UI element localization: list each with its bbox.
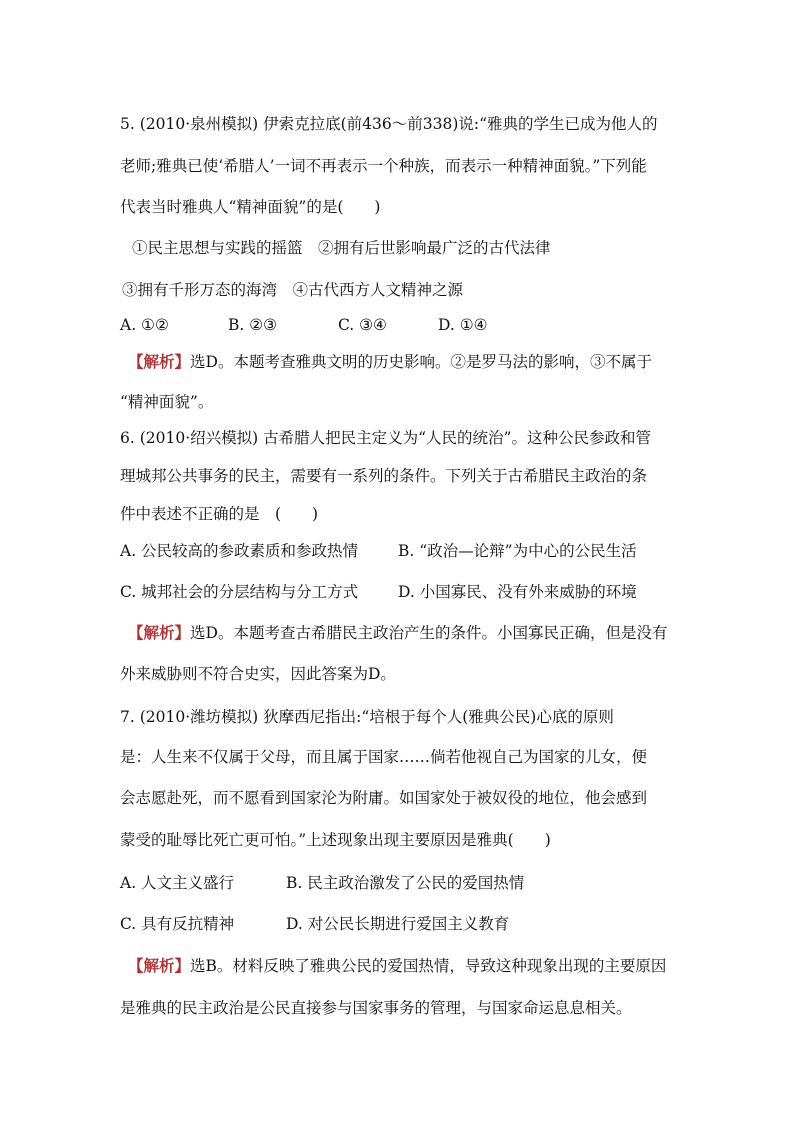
analysis-label: 【解析】 bbox=[128, 352, 191, 371]
q7-analysis-line-2: 是雅典的民主政治是公民直接参与国家事务的管理，与国家命运息息相关。 bbox=[120, 999, 632, 1017]
q7-option-d: D. 对公民长期进行爱国主义教育 bbox=[286, 915, 510, 933]
q6-options-row-2 bbox=[120, 580, 637, 602]
q5-item-line-1: ①民主思想与实践的摇篮 ②拥有后世影响最广泛的古代法律 bbox=[132, 239, 551, 257]
q7-option-b: B. 民主政治激发了公民的爱国热情 bbox=[286, 874, 525, 892]
q5-options bbox=[120, 316, 488, 334]
q6-analysis-line-2: 外来威胁则不符合史实，因此答案为D。 bbox=[120, 665, 396, 683]
q7-line-1: 7. (2010·潍坊模拟) 狄摩西尼指出:“培根于每个人(雅典公民)心底的原则 bbox=[120, 708, 614, 726]
q7-line-4: 蒙受的耻辱比死亡更可怕。”上述现象出现主要原因是雅典( ) bbox=[120, 831, 551, 849]
q5-option-d: D. ①④ bbox=[438, 316, 488, 334]
q5-option-c: C. ③④ bbox=[338, 316, 387, 334]
q7-option-a: A. 人文主义盛行 bbox=[120, 874, 235, 892]
q7-line-2: 是：人生来不仅属于父母，而且属于国家……倘若他视自己为国家的儿女，便 bbox=[120, 748, 648, 766]
q5-item-line-2: ③拥有千形万态的海湾 ④古代西方人文精神之源 bbox=[122, 281, 464, 299]
analysis-label: 【解析】 bbox=[128, 956, 191, 975]
q6-option-c: C. 城邦社会的分层结构与分工方式 bbox=[120, 583, 359, 601]
q6-option-a: A. 公民较高的参政素质和参政热情 bbox=[120, 542, 359, 560]
q7-analysis-line-1 bbox=[128, 954, 666, 976]
q7-line-3: 会志愿赴死，而不愿看到国家沦为附庸。如国家处于被奴役的地位，他会感到 bbox=[120, 789, 648, 807]
analysis-label: 【解析】 bbox=[128, 623, 191, 642]
q5-line-2: 老师;雅典已使‘希腊人’一词不再表示一个种族，而表示一种精神面貌。”下列能 bbox=[120, 157, 647, 175]
q7-option-c: C. 具有反抗精神 bbox=[120, 915, 235, 933]
q5-analysis-line-2: “精神面貌”。 bbox=[120, 393, 214, 411]
q6-analysis-text-1: 选D。本题考查古希腊民主政治产生的条件。小国寡民正确，但是没有 bbox=[190, 624, 668, 642]
q6-option-d: D. 小国寡民、没有外来威胁的环境 bbox=[398, 583, 637, 601]
q5-option-b: B. ②③ bbox=[228, 316, 278, 334]
q5-line-1: 5. (2010·泉州模拟) 伊索克拉底(前436～前338)说:“雅典的学生已成为他人的 bbox=[120, 115, 658, 133]
q6-line-3: 件中表述不正确的是 ( ) bbox=[120, 505, 319, 523]
q5-analysis-text-1: 选D。本题考查雅典文明的历史影响。②是罗马法的影响，③不属于 bbox=[190, 353, 652, 371]
q6-line-1: 6. (2010·绍兴模拟) 古希腊人把民主定义为“人民的统治”。这种公民参政和管 bbox=[120, 429, 651, 447]
q5-line-3: 代表当时雅典人“精神面貌”的是( ) bbox=[120, 198, 381, 216]
q6-line-2: 理城邦公共事务的民主，需要有一系列的条件。下列关于古希腊民主政治的条 bbox=[120, 467, 648, 485]
q6-options-row-1 bbox=[120, 539, 637, 561]
q5-analysis-line-1 bbox=[128, 350, 652, 372]
q7-options-row-2 bbox=[120, 912, 509, 934]
q6-option-b: B. “政治—论辩”为中心的公民生活 bbox=[398, 542, 637, 560]
q5-option-a: A. ①② bbox=[120, 316, 169, 334]
q6-analysis-line-1 bbox=[128, 621, 667, 643]
q7-analysis-text-1: 选B。材料反映了雅典公民的爱国热情，导致这种现象出现的主要原因 bbox=[190, 957, 667, 975]
q7-options-row-1 bbox=[120, 871, 524, 893]
